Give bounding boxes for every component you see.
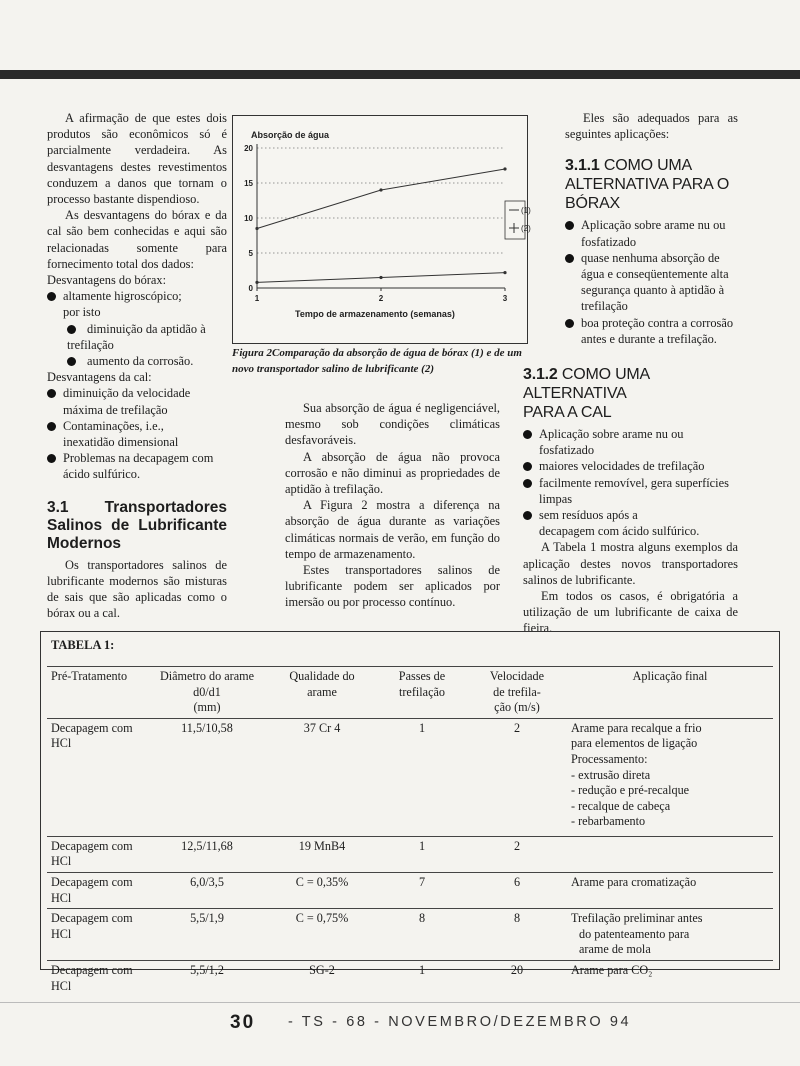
paragraph: Em todos os casos, é obrigatória a utilização de um lubrificante de caixa de fieira. xyxy=(523,589,738,636)
list-item-cont: decapagem com ácido sulfúrico. xyxy=(539,524,700,539)
legend-label: (1) xyxy=(521,206,531,215)
cell-passes: 1 xyxy=(377,960,467,996)
list-item: maiores velocidades de trefilação xyxy=(523,458,738,474)
x-tick-label: 2 xyxy=(378,294,384,303)
cell-quality: C = 0,75% xyxy=(267,909,377,961)
list-item: Aplicação sobre arame nu ou fosfatizado xyxy=(523,426,738,458)
y-tick-label: 5 xyxy=(248,249,253,258)
cell-passes: 8 xyxy=(377,909,467,961)
heading-text: COMO UMA ALTERNATIVA PARA O BÓRAX xyxy=(565,157,730,213)
y-tick-label: 10 xyxy=(244,214,253,223)
paragraph: A absorção de água não provoca corrosão e não diminui as propriedades de aptidão à trefilação. xyxy=(285,449,500,497)
heading-number: 3.1.2 xyxy=(523,366,558,384)
table-row xyxy=(47,872,773,908)
list-item: Contaminações, i.e., xyxy=(47,418,227,434)
legend-label: (2) xyxy=(521,224,531,233)
header-cell: Velocidade de trefila- ção (m/s) xyxy=(467,667,567,719)
list-item: quase nenhuma absorção de água e conseqüentemente alta segurança quanto à aptidão à trefilação xyxy=(565,250,738,315)
cell-diameter: 11,5/10,58 xyxy=(147,718,267,836)
cell-quality: SG-2 xyxy=(267,960,377,996)
list-item-cont: por isto xyxy=(63,305,101,320)
cell-pretreatment: Decapagem com HCl xyxy=(47,909,147,961)
cell-application xyxy=(567,836,773,872)
figure-caption: Figura 2Comparação da absorção de água de bórax (1) e de um novo transportador salino de lubrificante (2) xyxy=(232,347,522,375)
figure-2-chart xyxy=(232,115,531,344)
cell-diameter: 5,5/1,9 xyxy=(147,909,267,961)
x-axis-label: Tempo de armazenamento (semanas) xyxy=(295,309,455,319)
data-table xyxy=(47,666,773,996)
series-line xyxy=(257,169,505,229)
list-item-cont: máxima de trefilação xyxy=(63,402,168,417)
cell-quality: 19 MnB4 xyxy=(267,836,377,872)
y-tick-label: 0 xyxy=(248,284,253,293)
list-item: Aplicação sobre arame nu ou fosfatizado xyxy=(565,217,738,249)
list-heading: Desvantagens do bórax: xyxy=(47,273,167,288)
list-item: facilmente removível, gera superfícies limpas xyxy=(523,475,738,507)
header-cell: Pré-Tratamento xyxy=(47,667,147,719)
heading-number: 3.1.1 xyxy=(565,157,600,175)
cell-passes: 1 xyxy=(377,836,467,872)
list-item: sem resíduos após a xyxy=(523,507,738,523)
data-point xyxy=(379,188,382,191)
header-cell: Diâmetro do arame d0/d1 (mm) xyxy=(147,667,267,719)
paragraph: Sua absorção de água é negligenciável, mesmo sob condições climáticas desfavoráveis. xyxy=(285,401,500,448)
table-title: TABELA 1: xyxy=(51,638,115,652)
chart-svg xyxy=(233,116,531,343)
cell-quality: 37 Cr 4 xyxy=(267,718,377,836)
column-right xyxy=(523,110,738,637)
table-row xyxy=(47,718,773,836)
publication-info: - TS - 68 - NOVEMBRO/DEZEMBRO 94 xyxy=(288,1014,632,1030)
list-item: boa proteção contra a corrosão antes e durante a trefilação. xyxy=(565,315,738,347)
table-row xyxy=(47,909,773,961)
paragraph: A Tabela 1 mostra alguns exemplos da aplicação destes novos transportadores salinos de lubrificante. xyxy=(523,540,738,587)
table-row xyxy=(47,960,773,996)
list-item: diminuição da velocidade xyxy=(47,385,227,401)
table-header-row xyxy=(47,667,773,719)
list-item-cont: inexatidão dimensional xyxy=(63,435,179,450)
data-point xyxy=(255,281,258,284)
paragraph: Os transportadores salinos de lubrificante modernos são misturas de sais que são aplicadas como o bórax ou a cal. xyxy=(47,557,227,621)
section-heading: 3.1 Transportadores Salinos de Lubrificante Modernos xyxy=(47,498,227,552)
table-row xyxy=(47,836,773,872)
list-item-cont: trefilação xyxy=(67,337,114,352)
cell-diameter: 6,0/3,5 xyxy=(147,872,267,908)
paragraph: Estes transportadores salinos de lubrificante podem ser aplicados por imersão ou por processo contínuo. xyxy=(285,563,500,610)
cell-application: Trefilação preliminar antes do patenteamento para arame de mola xyxy=(567,909,773,961)
cell-quality: C = 0,35% xyxy=(267,872,377,908)
cell-application: Arame para recalque a frio para elementos de ligação Processamento: - extrusão direta - redução e pré-recalque - recalque de cabeça - rebarbamento xyxy=(567,718,773,836)
data-point xyxy=(255,227,258,230)
table-1 xyxy=(40,631,780,993)
paragraph: A afirmação de que estes dois produtos são econômicos só é parcialmente verdadeira. As desvantagens destes revestimentos conduzem a danos que tornam o processo bastante dispendioso. xyxy=(47,111,227,207)
header-cell: Aplicação final xyxy=(567,667,773,719)
x-tick-label: 3 xyxy=(502,294,508,303)
y-tick-label: 20 xyxy=(244,144,253,153)
section-heading xyxy=(523,156,738,213)
cell-pretreatment: Decapagem com HCl xyxy=(47,960,147,996)
column-left xyxy=(47,110,227,621)
paragraph: As desvantagens do bórax e da cal são bem conhecidas e aqui são relacionadas somente para fornecimento total dos dados: xyxy=(47,208,227,271)
cell-speed: 8 xyxy=(467,909,567,961)
cell-pretreatment: Decapagem com HCl xyxy=(47,872,147,908)
paragraph: Eles são adequados para as seguintes aplicações: xyxy=(565,111,738,142)
data-point xyxy=(503,271,506,274)
header-cell: Passes de trefilação xyxy=(377,667,467,719)
cell-passes: 1 xyxy=(377,718,467,836)
y-tick-label: 15 xyxy=(244,179,253,188)
y-axis-label: Absorção de água xyxy=(251,130,330,140)
page-number: 30 xyxy=(230,1012,256,1033)
footer-rule xyxy=(0,1002,800,1003)
list-item: aumento da corrosão. xyxy=(47,353,227,369)
cell-speed: 2 xyxy=(467,836,567,872)
cell-speed: 2 xyxy=(467,718,567,836)
cell-diameter: 12,5/11,68 xyxy=(147,836,267,872)
cell-application: Arame para CO₂ xyxy=(567,960,773,996)
section-heading xyxy=(523,365,663,422)
cell-speed: 20 xyxy=(467,960,567,996)
heading-text: COMO UMA ALTERNATIVA PARA A CAL xyxy=(523,366,650,422)
cell-diameter: 5,5/1,2 xyxy=(147,960,267,996)
header-cell: Qualidade do arame xyxy=(267,667,377,719)
list-item: Problemas na decapagem com ácido sulfúrico. xyxy=(47,450,227,482)
paragraph: A Figura 2 mostra a diferença na absorção de água durante as variações climáticas normais de verão, em função do tempo de armazenamento. xyxy=(285,498,500,561)
data-point xyxy=(503,167,506,170)
cell-speed: 6 xyxy=(467,872,567,908)
cell-pretreatment: Decapagem com HCl xyxy=(47,718,147,836)
cell-passes: 7 xyxy=(377,872,467,908)
x-tick-label: 1 xyxy=(254,294,260,303)
cell-application: Arame para cromatização xyxy=(567,872,773,908)
column-middle xyxy=(285,400,500,611)
list-item: diminuição da aptidão à xyxy=(47,321,227,337)
list-item: altamente higroscópico; xyxy=(47,288,227,304)
data-point xyxy=(379,276,382,279)
list-heading: Desvantagens da cal: xyxy=(47,370,152,385)
top-rule xyxy=(0,70,800,79)
cell-pretreatment: Decapagem com HCl xyxy=(47,836,147,872)
